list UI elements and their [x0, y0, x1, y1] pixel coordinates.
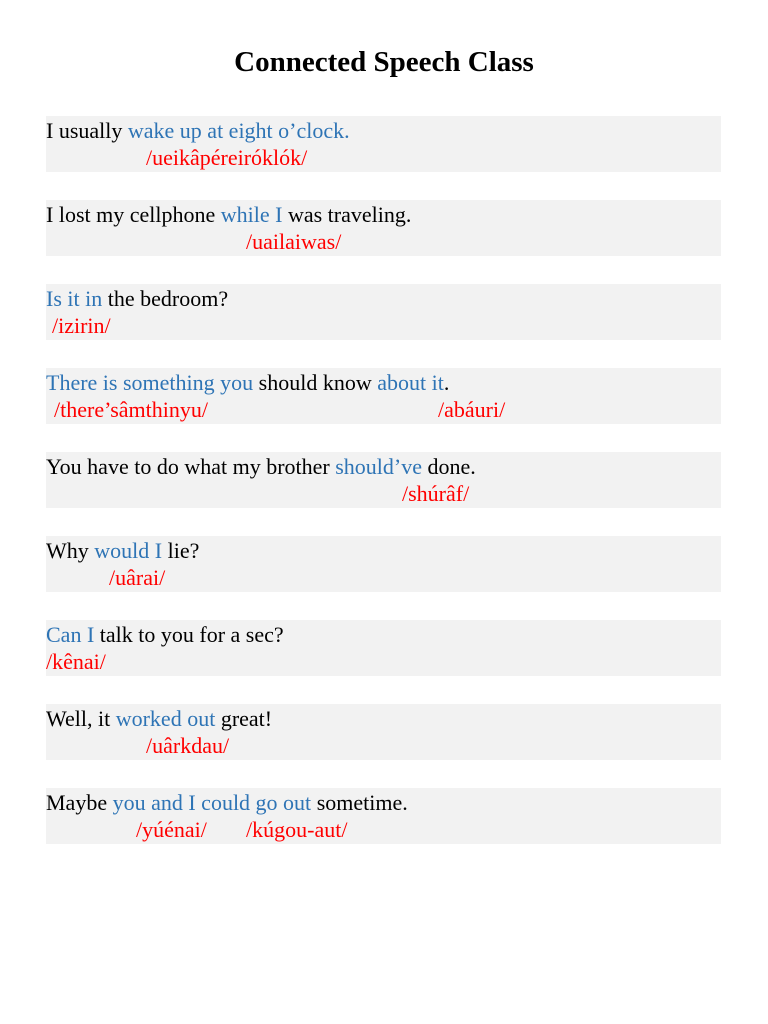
connected-speech-phrase: should’ve [335, 454, 422, 479]
pronunciation-transcription: /uârkdau/ [146, 733, 230, 758]
sentence-row [46, 452, 721, 508]
sentence-fragment: talk to you for a sec? [94, 622, 284, 647]
connected-speech-phrase: There is something you [46, 370, 254, 395]
connected-speech-phrase: worked out [115, 706, 216, 731]
sentence-row [46, 536, 721, 592]
sentence-fragment: . [443, 370, 450, 395]
sentence-row [46, 788, 721, 844]
sentence-fragment: You have to do what my brother [46, 454, 336, 479]
sentence-fragment: Well, it [46, 706, 116, 731]
sentence-fragment: Maybe [46, 790, 113, 815]
sentence-row [46, 620, 721, 676]
pronunciation-transcription: /izirin/ [52, 313, 111, 338]
sentence-row [46, 116, 721, 172]
sentence-fragment: sometime. [311, 790, 408, 815]
sentence-fragment: I usually [46, 118, 128, 143]
pronunciation-transcription: /kúgou-aut/ [246, 817, 348, 842]
sentence-row [46, 704, 721, 760]
sentence-text [46, 116, 350, 146]
sentence-row [46, 200, 721, 256]
sentence-fragment: done. [422, 454, 476, 479]
sentence-text [46, 368, 449, 398]
pronunciation-transcription: /uailaiwas/ [246, 229, 342, 254]
connected-speech-phrase: Can I [46, 622, 95, 647]
pronunciation-transcription: /there’sâmthinyu/ [54, 397, 208, 422]
pronunciation-transcription: /uârai/ [109, 565, 166, 590]
page-title: Connected Speech Class [234, 46, 534, 78]
pronunciation-transcription: /abáuri/ [438, 397, 506, 422]
sentence-text [46, 284, 228, 314]
pronunciation-transcription: /kênai/ [46, 649, 106, 674]
sentence-row [46, 284, 721, 340]
sentence-fragment: I lost my cellphone [46, 202, 221, 227]
connected-speech-phrase: Is it in [46, 286, 103, 311]
sentence-text [46, 200, 411, 230]
pronunciation-transcription: /ueikâpéreiróklók/ [146, 145, 308, 170]
connected-speech-phrase: would I [94, 538, 163, 563]
sentence-fragment: Why [46, 538, 95, 563]
sentence-text [46, 788, 408, 818]
sentence-fragment: should know [253, 370, 378, 395]
sentence-text [46, 536, 199, 566]
sentence-fragment: was traveling. [282, 202, 412, 227]
sentence-text [46, 452, 476, 482]
pronunciation-transcription: /shúrâf/ [402, 481, 470, 506]
sentence-row [46, 368, 721, 424]
pronunciation-transcription: /yúénai/ [136, 817, 207, 842]
sentence-text [46, 704, 272, 734]
connected-speech-phrase: about it [377, 370, 444, 395]
connected-speech-phrase: while I [220, 202, 283, 227]
connected-speech-phrase: wake up at eight o’clock. [127, 118, 350, 143]
sentence-fragment: lie? [162, 538, 200, 563]
sentence-text [46, 620, 284, 650]
sentence-fragment: great! [215, 706, 273, 731]
sentence-fragment: the bedroom? [102, 286, 229, 311]
connected-speech-phrase: you and I could go out [112, 790, 312, 815]
